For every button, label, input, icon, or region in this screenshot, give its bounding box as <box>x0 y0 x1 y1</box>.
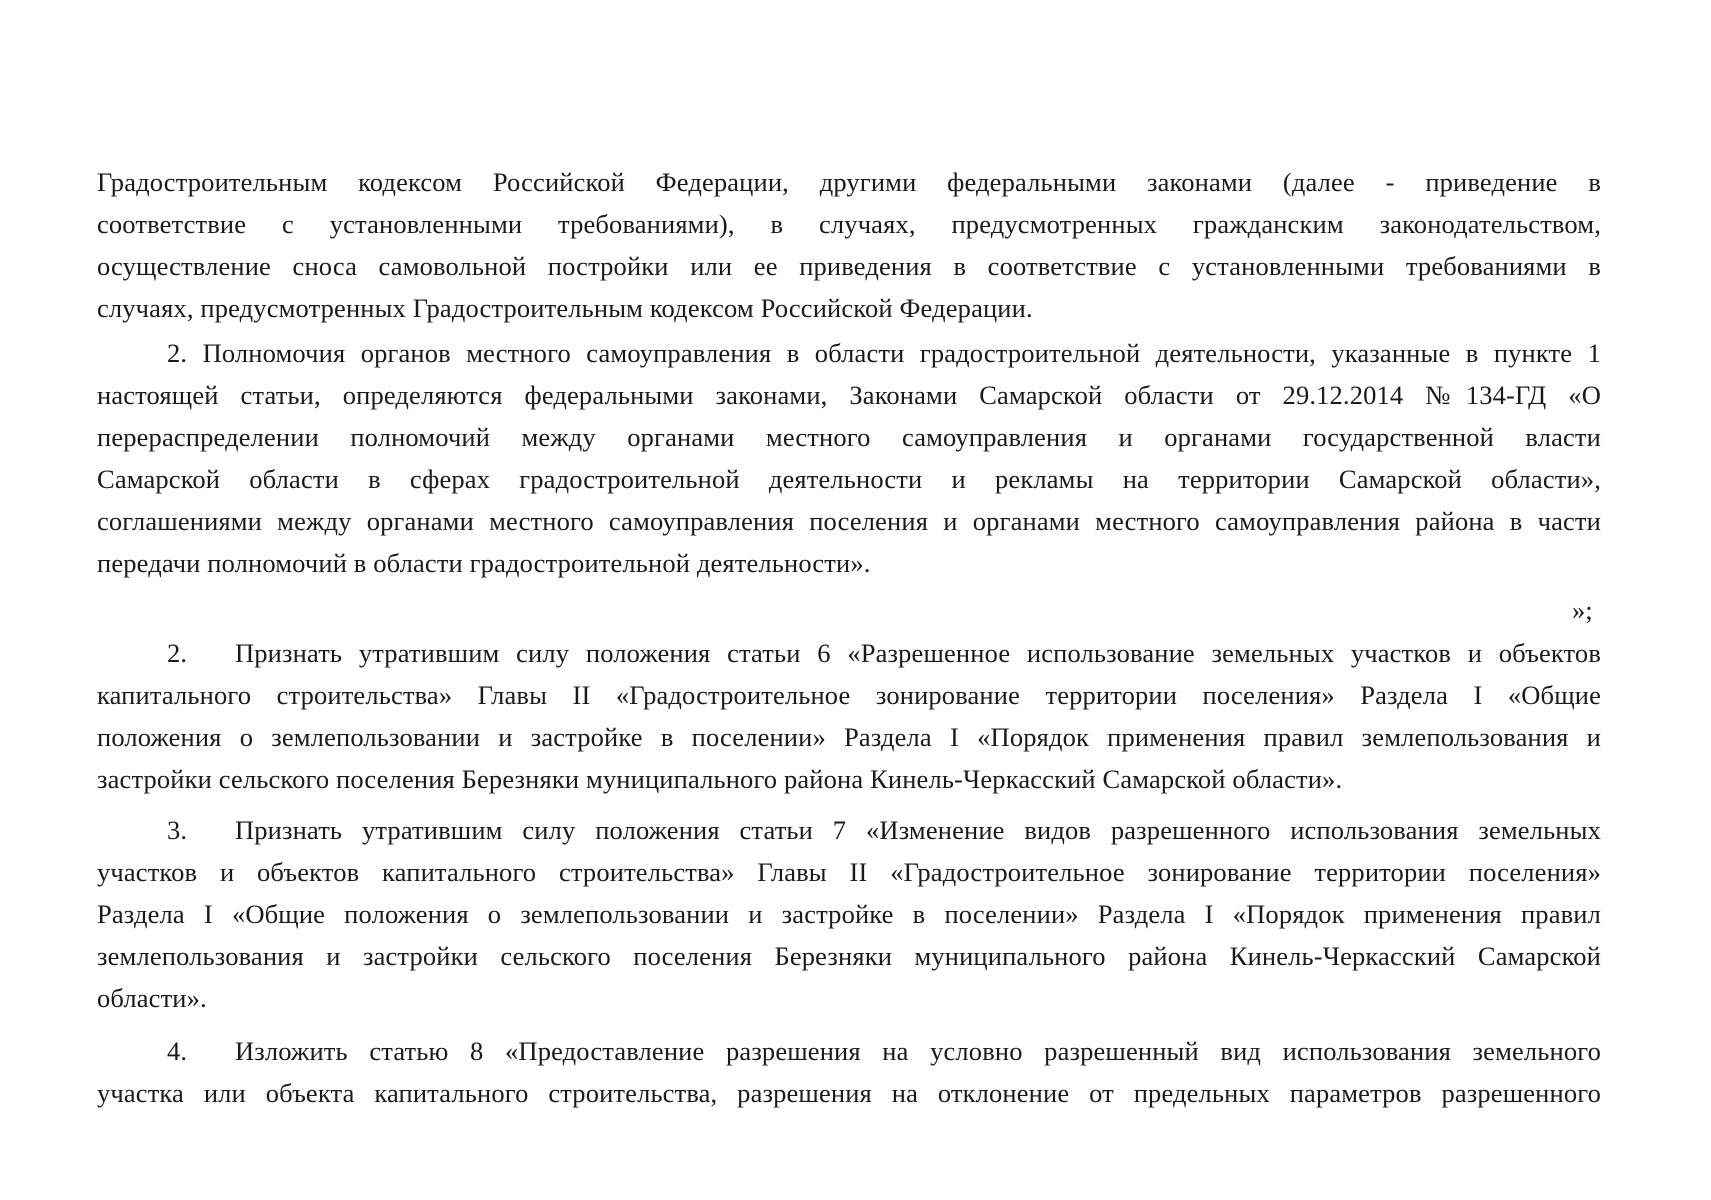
text-line: участка или объекта капитального строительства, разрешения на отклонение от предельных параметров разрешенного <box>97 1078 1601 1108</box>
text-line: Градостроительным кодексом Российской Федерации, другими федеральными законами (далее - приведение в <box>97 167 1601 197</box>
item-3 <box>97 809 1601 1019</box>
text-line: соглашениями между органами местного самоуправления поселения и органами местного самоуправления района в части <box>97 506 1601 536</box>
item-number: 3. <box>167 815 188 845</box>
text-line: области». <box>97 983 207 1013</box>
paragraph-continuation <box>97 161 1601 329</box>
closing-quote: »; <box>1572 595 1593 625</box>
text-line: участков и объектов капитального строительства» Главы II «Градостроительное зонирование территории поселения» <box>97 857 1601 887</box>
text-line: передачи полномочий в области градостроительной деятельности». <box>97 548 871 578</box>
text-line: Раздела I «Общие положения о землепользовании и застройке в поселении» Раздела I «Порядок применения правил <box>97 899 1601 929</box>
paragraph-2 <box>97 332 1601 584</box>
item-number: 4. <box>167 1036 188 1066</box>
text-line: случаях, предусмотренных Градостроительным кодексом Российской Федерации. <box>97 293 1033 323</box>
text-line <box>97 809 1601 851</box>
item-4 <box>97 1030 1601 1114</box>
text-line: настоящей статьи, определяются федеральными законами, Законами Самарской области от 29.12.2014 №134-ГД «О <box>97 380 1601 410</box>
item-2 <box>97 632 1601 800</box>
text-line: землепользования и застройки сельского поселения Березняки муниципального района Кинель-Черкасский Самарской <box>97 941 1601 971</box>
text-line: перераспределении полномочий между органами местного самоуправления и органами государственной власти <box>97 422 1601 452</box>
item-text: Признать утратившим силу положения статьи 6 «Разрешенное использование земельных участков и объектов <box>235 638 1601 668</box>
item-number: 2. <box>167 638 188 668</box>
text-line: капитального строительства» Главы II «Градостроительное зонирование территории поселения» Раздела I «Общие <box>97 680 1601 710</box>
text-line: застройки сельского поселения Березняки муниципального района Кинель-Черкасский Самарской области». <box>97 764 1343 794</box>
item-text: Изложить статью 8 «Предоставление разрешения на условно разрешенный вид использования земельного <box>235 1036 1601 1066</box>
text-line: 2. Полномочия органов местного самоуправления в области градостроительной деятельности, указанные в пункте 1 <box>167 338 1601 368</box>
text-line <box>97 1030 1601 1072</box>
text-line <box>97 632 1601 674</box>
item-text: Признать утратившим силу положения статьи 7 «Изменение видов разрешенного использования земельных <box>235 815 1601 845</box>
text-line: осуществление сноса самовольной постройки или ее приведения в соответствие с установленными требованиями в <box>97 251 1601 281</box>
text-line: положения о землепользовании и застройке в поселении» Раздела I «Порядок применения правил землепользования и <box>97 722 1601 752</box>
text-line: соответствие с установленными требованиями), в случаях, предусмотренных гражданским законодательством, <box>97 209 1601 239</box>
text-line: Самарской области в сферах градостроительной деятельности и рекламы на территории Самарской области», <box>97 464 1601 494</box>
